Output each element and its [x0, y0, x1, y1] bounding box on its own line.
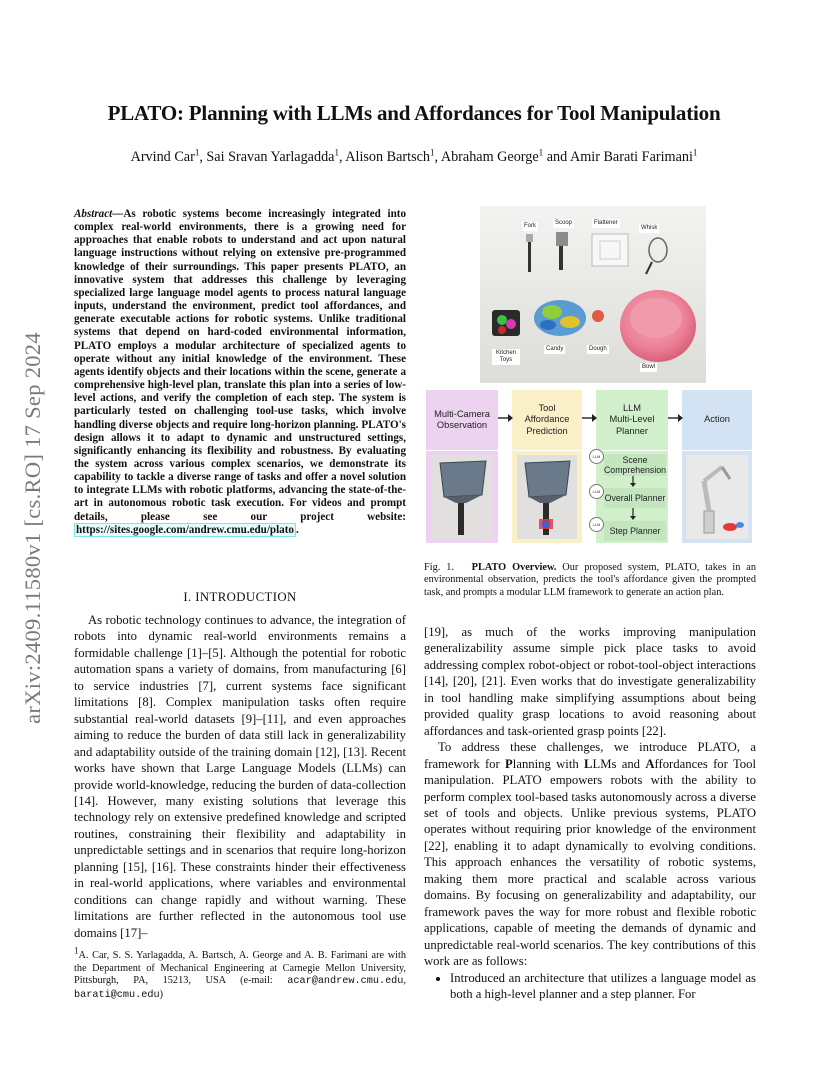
- photo-label-bowl: Bowl: [642, 364, 656, 370]
- photo-label-dough: Dough: [589, 346, 607, 352]
- abstract-text: As robotic systems become increasingly integrated into complex real-world environments, there is a growing need for approaches that enable robots to understand and act upon natural language instructions without relying on extensive pre-programmed knowledge of their surroundings. This paper presents PLATO, an innovative system that addresses this challenge by leveraging specialized large language model agents to process natural language inputs, understand the environment, predict tool affordances, and generate executable actions for robotic systems. Unlike traditional systems that depend on hard-coded environmental information, PLATO employs a modular architecture of specialized agents to operate without any initial knowledge of the environment. These agents identify objects and their locations within the scene, generate a comprehensive high-level plan, translate this plan into a series of low-level actions, and verify the completion of each step. The system is particularly tested on challenging tool-use tasks, which involve handling diverse objects and require long-horizon planning. PLATO's design allows it to adapt to dynamic and unstructured settings, significantly enhancing its flexibility and robustness. By evaluating the system across various complex scenarios, we demonstrate its capability to tackle a diverse range of tasks and offer a novel solution to integrate LLMs with robotic platforms, advancing the state-of-the-art in autonomous robotic task execution. For videos and prompt details, please see our project website:: [74, 208, 406, 523]
- author-name: Abraham George: [440, 149, 539, 165]
- photo-label-fork: Fork: [524, 223, 536, 229]
- action-panel: [682, 451, 752, 543]
- abstract-end: .: [295, 523, 299, 536]
- planner-step-step-planner: Step Planner: [604, 521, 666, 541]
- footnote-text: A. Car, S. S. Yarlagadda, A. Bartsch, A. George and A. B. Farimani are with the Department of Mechanical Engineering at Carnegie Mellon University, Pittsburgh, PA, 15213, USA (e-mail:: [74, 950, 406, 987]
- abstract: [74, 208, 406, 537]
- right-paragraph-2: To address these challenges, we introduce PLATO, a framework for Planning with LLMs and Affordances for Tool manipulation. PLATO empowers robots with the ability to perform complex tool-based tasks autonomously across a diverse set of tools and objects. Unlike previous systems, PLATO operates without requiring prior knowledge of the environment [22], enabling it to adapt dynamically to evolving conditions. This approach enhances the versatility of robotic systems, making them more practical and scalable across various domains. By focusing on generalizability and adaptability, our framework paves the way for more robust and flexible robotic applications, capable of meeting the demands of dynamic and unpredictable real-world scenarios. The key contributions of this work are as follows:: [424, 740, 757, 969]
- scoop-shape: [556, 232, 568, 246]
- abstract-label: Abstract—: [74, 208, 124, 220]
- right-paragraph-2-rest: Tool manipulation. PLATO empowers robots with the ability to perform complex tool-based tasks autonomously across a diverse set of tools and objects. Unlike previous systems, PLATO operates without requiring prior knowledge of the environment [22], enabling it to adapt dynamically to evolving conditions. This approach enhances the versatility of robotic systems, making them more practical and scalable across various domains. By focusing on generalizability and adaptability, our framework paves the way for more robust and flexible robotic applications, capable of meeting the demands of dynamic and unpredictable real-world scenarios. The key contributions of this work are as follows:: [424, 756, 757, 969]
- photo-label-candy: Candy: [546, 346, 564, 352]
- arxiv-identifier: [10, 288, 56, 768]
- intro-paragraph: As robotic technology continues to advance, the integration of robots into dynamic real-world environments remains a formidable challenge [1]–[5]. Although the potential for robotic automation spans a variety of domains, from manufacturing [6] to service industries [7], current systems face significant limitations [8]. Complex manipulation tasks often require substantial real-world datasets [9]–[11], and even approaches aiming to reduce the burden of data still lack in generalizability and adaptability outside of the training domain [12], [13]. Recent works have shown that Large Language Models (LLMs) can provide world-knowledge, reducing the burden of data-collection [14]. However, many existing solutions that leverage this technology rely on extensive predefined knowledge and scripted routines, constraining their flexibility and adaptability in unpredictable settings and in scenarios that require long-horizon planning [15], [16]. These constraints hinder their effectiveness in real-world applications, where variables and environmental conditions can change rapidly and without warning. These limitations are further reflected in the autonomous tool use domains [17]–: [74, 613, 406, 940]
- robot-arm-image: [682, 451, 752, 543]
- author-affiliation-mark: 1: [334, 147, 339, 158]
- author-name: Sai Sravan Yarlagadda: [206, 149, 335, 165]
- fork-shape: [528, 238, 531, 272]
- section-heading-introduction: I. INTRODUCTION: [183, 590, 297, 604]
- right-paragraph-2-start: To address these challenges, we introduce PLATO, a framework for: [424, 740, 756, 771]
- arrow-icon: [582, 412, 598, 424]
- photo-label-kitchen-toys: Kitchen Toys: [492, 349, 520, 365]
- arrow-icon: [498, 412, 514, 424]
- caption-label: Fig. 1.: [424, 562, 454, 573]
- photo-label-whisk: Whisk: [641, 225, 658, 231]
- photo-label-scoop: Scoop: [555, 220, 573, 226]
- author-name: Alison Bartsch: [345, 149, 431, 165]
- intro-left-column: [74, 612, 406, 941]
- scoop-tool-image: [426, 451, 498, 543]
- contribution-item: • Introduced an architecture that utilizes a language model as both a high-level planner and a step planner. For: [450, 970, 756, 1003]
- stage-camera-observation: Multi-Camera Observation: [426, 390, 498, 450]
- dough-shape: [592, 310, 604, 322]
- caption-text: Our proposed system, PLATO, takes in an environmental observation, predicts the tool's affordance given the prompted task, and prompts a modular LLM framework to generate an action plan.: [424, 562, 756, 598]
- paper-title: PLATO: Planning with LLMs and Affordances for Tool Manipulation: [107, 101, 721, 125]
- author-name: Amir Barati Farimani: [569, 149, 693, 165]
- right-paragraph-1: [19], as much of the works improving manipulation generalizability assume simple pick place tasks to avoid addressing complex robot-object or robot-tool-object interactions [14], [20], [21]. Even works that do investigate generalizability in tool handling make simplifying assumptions about being provided quality grasp locations to avoid reasoning about affordances and task-oriented grasp points [22].: [424, 625, 756, 738]
- camera-observation-panel: [426, 451, 498, 543]
- llm-icon: LLM: [589, 484, 604, 499]
- email-acar[interactable]: acar@andrew.cmu.edu: [287, 976, 404, 988]
- affordance-prediction-panel: [512, 451, 582, 543]
- intro-right-column: [424, 624, 756, 1002]
- footnote-separator: ,: [403, 975, 406, 987]
- author-affiliation-mark: 1: [692, 147, 698, 158]
- author-affiliation-mark: 1: [194, 147, 200, 158]
- llm-icon: LLM: [589, 517, 604, 532]
- down-arrow-icon: [628, 476, 638, 488]
- planner-step-overall-planner: Overall Planner: [604, 488, 666, 508]
- affiliation-footnote: [74, 945, 406, 1002]
- planner-step-scene-comprehension: Scene Comprehension: [603, 454, 667, 475]
- affordance-image: [512, 451, 582, 543]
- stage-action: Action: [682, 390, 752, 450]
- author-list: Arvind Car$^1$, Sai Sravan Yarlagadda$^1$, Alison Bartsch$^1$, Abraham George$^1$ and Amir Barati Farimani$^1$: [130, 147, 698, 165]
- arxiv-id-text: arXiv:2409.11580v1 [cs.RO] 17 Sep 2024: [20, 332, 45, 724]
- contributions-list: [424, 970, 756, 1003]
- photo-label-flattener: Flattener: [594, 220, 618, 226]
- caption-title: PLATO Overview.: [471, 562, 557, 573]
- candy-pile: [534, 300, 586, 336]
- footnote-mark: 1: [74, 945, 79, 956]
- footnote-end: ): [159, 988, 164, 1000]
- tool-set-photo: [480, 206, 706, 383]
- arrow-icon: [668, 412, 684, 424]
- email-barati[interactable]: barati@cmu.edu: [74, 989, 160, 1001]
- llm-icon: LLM: [589, 449, 604, 464]
- author-affiliation-mark: 1: [430, 147, 435, 158]
- project-website-link[interactable]: https://sites.google.com/andrew.cmu.edu/plato: [76, 523, 294, 536]
- author-name: Arvind Car: [130, 149, 195, 165]
- flattener-shape: [592, 234, 628, 266]
- figure-caption: [424, 562, 756, 599]
- author-affiliation-mark: 1: [538, 147, 544, 158]
- stage-affordance-prediction: Tool Affordance Prediction: [512, 390, 582, 450]
- stage-llm-planner: LLM Multi-Level Planner: [596, 390, 668, 450]
- down-arrow-icon: [628, 508, 638, 521]
